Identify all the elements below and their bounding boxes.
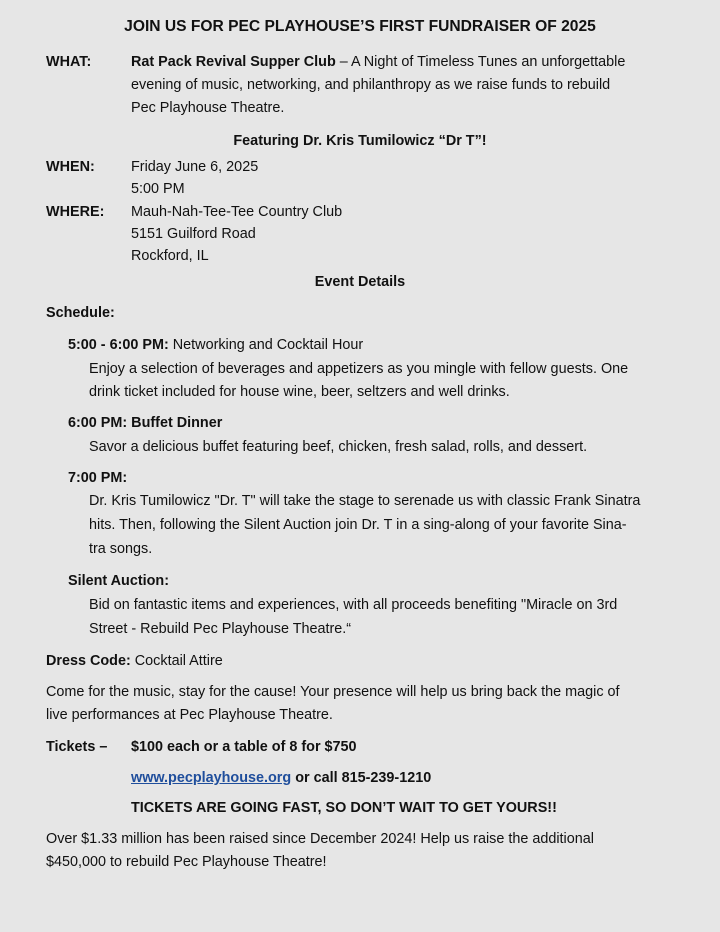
closing-line-2: $450,000 to rebuild Pec Playhouse Theatre! — [46, 854, 327, 870]
event-name: Rat Pack Revival Supper Club — [131, 54, 336, 70]
dress-code-label: Dress Code: — [46, 653, 131, 669]
schedule-desc: Savor a delicious buffet featuring beef, chicken, fresh salad, rolls, and dessert. — [89, 439, 588, 455]
dress-code-value: Cocktail Attire — [130, 653, 223, 669]
schedule-desc: Dr. Kris Tumilowicz "Dr. T" will take the stage to serenade us with classic Frank Sinatra — [89, 493, 641, 509]
page-title: JOIN US FOR PEC PLAYHOUSE’S FIRST FUNDRAISER OF 2025 — [124, 18, 596, 35]
schedule-time-3: 7:00 PM: — [68, 470, 128, 486]
event-tagline: – A Night of Timeless Tunes an unforgettable — [335, 54, 626, 70]
schedule-desc: Bid on fantastic items and experiences, with all proceeds benefiting "Miracle on 3rd — [89, 597, 618, 613]
schedule-time-1: 5:00 - 6:00 PM: — [68, 337, 169, 353]
website-link[interactable]: www.pecplayhouse.org — [131, 770, 292, 786]
schedule-title-1: Networking and Cocktail Hour — [168, 337, 364, 353]
cause-line-1: Come for the music, stay for the cause! Your presence will help us bring back the magic of — [46, 684, 620, 700]
ticket-price: $100 each or a table of 8 for $750 — [131, 739, 357, 755]
schedule-desc: hits. Then, following the Silent Auction join Dr. T in a sing-along of your favorite Sina- — [89, 517, 627, 533]
venue-street: 5151 Guilford Road — [131, 226, 256, 242]
featuring-line: Featuring Dr. Kris Tumilowicz “Dr T”! — [233, 133, 487, 149]
what-line-3: Pec Playhouse Theatre. — [131, 100, 285, 116]
what-line-2: evening of music, networking, and philanthropy as we raise funds to rebuild — [131, 77, 611, 93]
schedule-desc: drink ticket included for house wine, beer, seltzers and well drinks. — [89, 384, 510, 400]
what-line-1 — [131, 51, 691, 73]
event-time: 5:00 PM — [131, 181, 185, 197]
event-details-heading: Event Details — [314, 274, 406, 290]
schedule-desc: Street - Rebuild Pec Playhouse Theatre.“ — [89, 621, 352, 637]
event-date: Friday June 6, 2025 — [131, 159, 259, 175]
ticket-contact — [131, 767, 431, 789]
when-label: WHEN: — [46, 159, 95, 175]
schedule-desc: tra songs. — [89, 541, 153, 557]
schedule-label: Schedule: — [46, 305, 115, 321]
what-label: WHAT: — [46, 54, 92, 70]
dress-code — [46, 650, 666, 672]
schedule-time-2: 6:00 PM: Buffet Dinner — [68, 415, 223, 431]
venue-city: Rockford, IL — [131, 248, 209, 264]
closing-line-1: Over $1.33 million has been raised since December 2024! Help us raise the additional — [46, 831, 594, 847]
phone-contact: or call 815-239-1210 — [291, 770, 432, 786]
venue-name: Mauh-Nah-Tee-Tee Country Club — [131, 204, 343, 220]
schedule-time-4: Silent Auction: — [68, 573, 169, 589]
cause-line-2: live performances at Pec Playhouse Theatre. — [46, 707, 333, 723]
schedule-desc: Enjoy a selection of beverages and appetizers as you mingle with fellow guests. One — [89, 361, 629, 377]
urgency-notice: TICKETS ARE GOING FAST, SO DON’T WAIT TO GET YOURS!! — [131, 800, 557, 816]
tickets-label: Tickets – — [46, 739, 108, 755]
where-label: WHERE: — [46, 204, 105, 220]
schedule-item-time — [68, 334, 363, 356]
